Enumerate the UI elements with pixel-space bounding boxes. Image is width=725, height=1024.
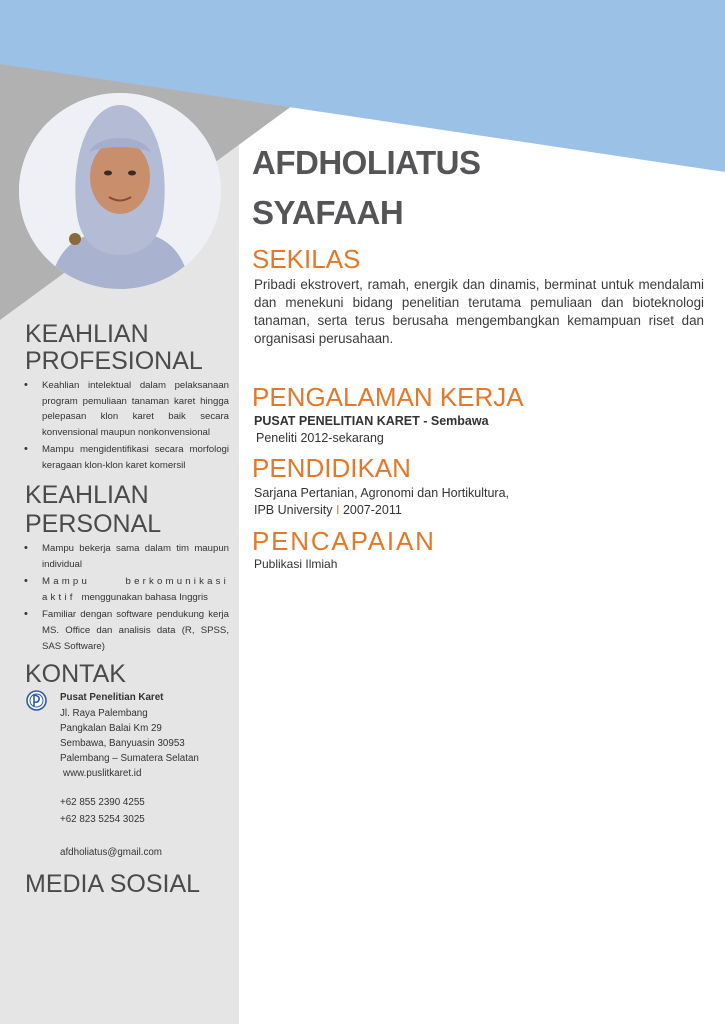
bullet-icon: • — [24, 575, 28, 588]
contact-email-link[interactable]: afdholiatus@gmail.com — [60, 847, 162, 858]
education-university-line — [254, 503, 402, 517]
bullet-icon: • — [24, 443, 28, 456]
bullet-icon: • — [24, 379, 28, 391]
keahlian-profesional-heading-line2: PROFESIONAL — [25, 347, 203, 375]
contact-address-line: Jl. Raya Palembang — [60, 708, 148, 719]
contact-address-line: Pangkalan Balai Km 29 — [60, 723, 162, 734]
kontak-heading: KONTAK — [25, 660, 126, 688]
contact-address-line: Sembawa, Banyuasin 30953 — [60, 738, 185, 749]
contact-website-link[interactable]: www.puslitkaret.id — [63, 768, 142, 779]
name-first: AFDHOLIATUS — [252, 144, 481, 181]
list-item: • Mampu bekerja sama dalam tim maupun individual — [24, 542, 229, 570]
pengalaman-heading: PENGALAMAN KERJA — [252, 382, 524, 412]
bullet-icon: • — [24, 608, 28, 621]
list-item: • Mampu mengidentifikasi secara morfologi keragaan klon-klon karet komersil — [24, 443, 229, 471]
person-portrait-icon — [19, 93, 221, 289]
media-sosial-heading: MEDIA SOSIAL — [25, 870, 201, 898]
list-item: • Keahlian intelektual dalam pelaksanaan program pemuliaan tanaman karet hingga pelepasan klon karet baik secara konvensional maupun nonkonvensional — [24, 379, 229, 438]
institution-logo-icon — [26, 690, 47, 711]
list-item: • Familiar dengan software pendukung kerja MS. Office dan analisis data (R, SPSS, SAS Software) — [24, 608, 229, 652]
education-separator: I — [335, 503, 340, 517]
keahlian-personal-list — [24, 541, 229, 656]
job-company: PUSAT PENELITIAN KARET - Sembawa — [254, 414, 489, 428]
list-item: • Mampu berkomunikasi aktif menggunakan bahasa Inggris — [24, 575, 229, 603]
education-university: IPB University — [254, 503, 333, 517]
contact-address-line: Palembang – Sumatera Selatan — [60, 753, 199, 764]
keahlian-personal-heading-line2: PERSONAL — [25, 510, 162, 538]
keahlian-profesional-list — [24, 378, 229, 476]
pencapaian-heading: PENCAPAIAN — [252, 526, 436, 556]
contact-phone[interactable]: +62 855 2390 4255 — [60, 797, 145, 808]
job-role: Peneliti 2012-sekarang — [256, 431, 384, 445]
sekilas-heading: SEKILAS — [252, 244, 361, 274]
achievement-item: Publikasi Ilmiah — [254, 557, 338, 571]
keahlian-profesional-heading-line1: KEAHLIAN — [25, 320, 149, 348]
education-degree: Sarjana Pertanian, Agronomi dan Hortikultura, — [254, 486, 510, 500]
sekilas-text: Pribadi ekstrovert, ramah, energik dan dinamis, berminat untuk mendalami dan menekuni bidang penelitian terutama pemuliaan dan bioteknologi tanaman, serta terus berusaha mengembangkan kemampuan riset dan organisasi perusahaan. — [254, 277, 704, 346]
keahlian-personal-heading-line1: KEAHLIAN — [25, 481, 149, 509]
name-last: SYAFAAH — [252, 194, 404, 231]
education-years: 2007-2011 — [342, 503, 402, 517]
pendidikan-heading: PENDIDIKAN — [252, 453, 411, 483]
contact-phone[interactable]: +62 823 5254 3025 — [60, 814, 145, 825]
bullet-icon: • — [24, 542, 28, 554]
profile-photo — [19, 93, 221, 289]
contact-organization: Pusat Penelitian Karet — [60, 692, 164, 703]
